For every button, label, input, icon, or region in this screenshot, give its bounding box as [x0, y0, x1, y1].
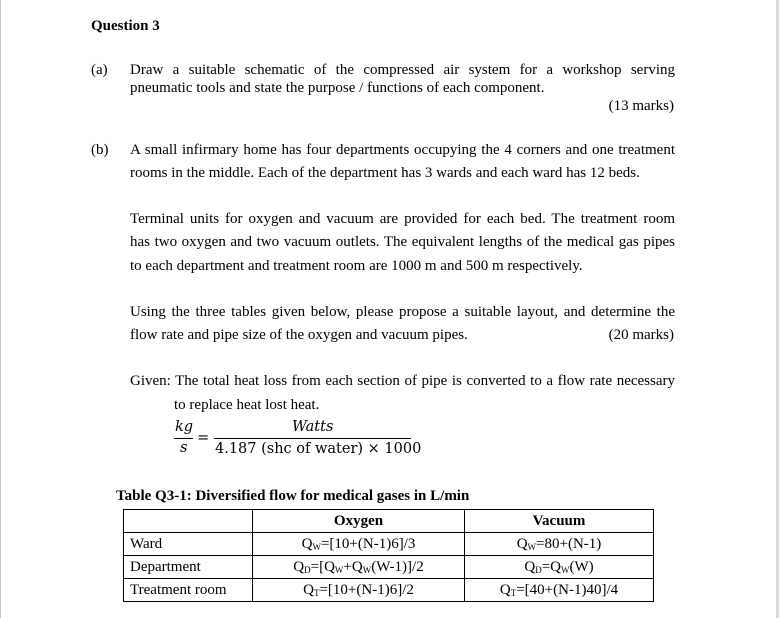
part-b-p3-line-1: Using the three tables given below, please propose a suitable layout, and determine the — [130, 304, 675, 320]
oxygen-formula: $Q_T=[10+(N-1)6]/2$ — [253, 579, 465, 602]
table-row — [124, 579, 654, 602]
table-caption: Table Q3-1: Diversified flow for medical gases in L/min — [116, 488, 470, 504]
row-label: Ward — [124, 533, 253, 556]
part-b-p2-line-3: to each department and treatment room are 1000 m and 500 m respectively. — [130, 258, 583, 274]
table-header-row — [124, 510, 654, 533]
diversified-flow-table — [123, 509, 654, 602]
vacuum-formula: $Q_T=[40+(N-1)40]/4$ — [465, 579, 654, 602]
table-header-vacuum: Vacuum — [465, 510, 654, 533]
part-b-p2-line-1: Terminal units for oxygen and vacuum are provided for each bed. The treatment room — [130, 211, 675, 227]
table-row — [124, 533, 654, 556]
formula-denominator-right: 4.187 (shc of water) × 1000 — [215, 441, 422, 457]
table-row — [124, 556, 654, 579]
table-header-blank — [124, 510, 253, 533]
table-header-oxygen: Oxygen — [253, 510, 465, 533]
formula-numerator-left: kg — [175, 419, 194, 435]
part-b-p1-line-2: rooms in the middle. Each of the department has 3 wards and each ward has 12 beds. — [130, 165, 640, 181]
part-a-line-1: Draw a suitable schematic of the compressed air system for a workshop serving — [130, 62, 675, 78]
part-b-marks: (20 marks) — [608, 327, 674, 343]
formula-numerator-right: Watts — [292, 419, 334, 435]
oxygen-formula: $Q_D=[Q_W+Q_W(W-1)]/2$ — [253, 556, 465, 579]
given-line-2: to replace heat lost heat. — [174, 397, 320, 413]
part-b-p1-line-1: A small infirmary home has four departments occupying the 4 corners and one treatment — [130, 142, 675, 158]
part-b-p2-line-2: has two oxygen and two vacuum outlets. The equivalent lengths of the medical gas pipes — [130, 234, 675, 250]
row-label: Treatment room — [124, 579, 253, 602]
given-line-1: Given: The total heat loss from each section of pipe is converted to a flow rate necessary — [130, 373, 675, 389]
part-a-line-2: pneumatic tools and state the purpose / functions of each component. — [130, 80, 545, 96]
part-b-p3-line-2: flow rate and pipe size of the oxygen and vacuum pipes. — [130, 327, 468, 343]
fraction-bar-left — [174, 438, 193, 439]
part-b-label: (b) — [91, 142, 109, 158]
part-a-marks: (13 marks) — [608, 98, 674, 114]
part-a-label: (a) — [91, 62, 108, 78]
question-title: Question 3 — [91, 18, 160, 34]
row-label: Department — [124, 556, 253, 579]
page-left-border — [0, 0, 1, 618]
fraction-bar-right — [214, 438, 411, 439]
formula-denominator-left: s — [180, 440, 188, 456]
formula-equals: = — [197, 430, 210, 446]
oxygen-formula: $Q_W=[10+(N-1)6]/3$ — [253, 533, 465, 556]
vacuum-formula: $Q_D=Q_W(W)$ — [465, 556, 654, 579]
vacuum-formula: $Q_W=80+(N-1)$ — [465, 533, 654, 556]
